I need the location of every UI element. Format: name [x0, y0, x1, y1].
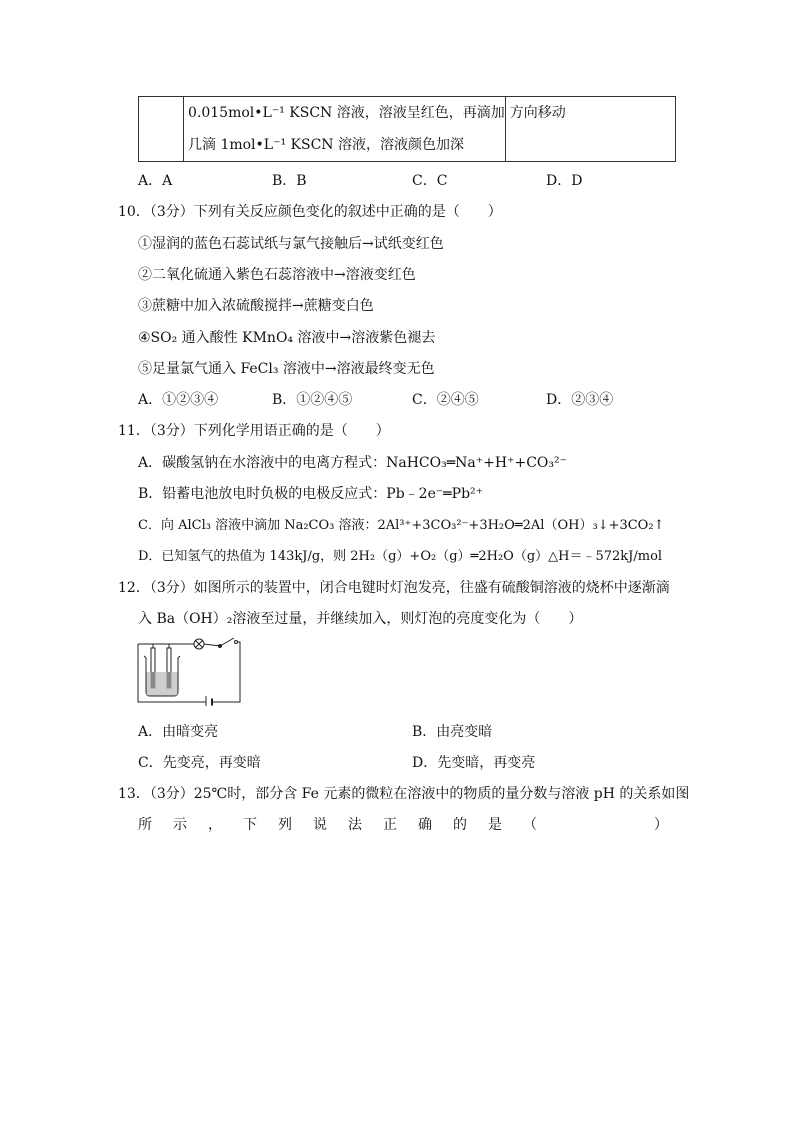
q12-option-d[interactable]: D．先变暗，再变亮 — [412, 755, 536, 771]
q12-option-a[interactable]: A．由暗变亮 — [138, 724, 219, 740]
q9-table-procedure-cell — [184, 97, 506, 162]
q10-item-3: ③蔗糖中加入浓硫酸搅拌→蔗糖变白色 — [138, 298, 374, 314]
q11-option-c[interactable]: C．向 AlCl₃ 溶液中滴加 Na₂CO₃ 溶液：2Al³⁺+3CO₃²⁻+3H₂O═2Al（OH）₃↓+3CO₂↑ — [138, 518, 665, 533]
wire-top-right — [204, 644, 220, 646]
q9-table-conclusion-cell — [505, 97, 675, 162]
q12-option-b[interactable]: B．由亮变暗 — [412, 724, 493, 740]
q10-option-b[interactable]: B．①②④⑤ — [272, 392, 353, 408]
q10-item-2: ②二氧化硫通入紫色石蕊溶液中→溶液变红色 — [138, 267, 416, 283]
switch-lever — [220, 638, 234, 646]
q9-option-c[interactable]: C．C — [412, 173, 448, 189]
q13-stem-line1: 13．（3分）25℃时，部分含 Fe 元素的微粒在溶液中的物质的量分数与溶液 pH 的关系如图 — [118, 786, 690, 802]
electrode-right-submerged — [167, 672, 171, 688]
q9-table-empty-cell — [139, 97, 184, 162]
q12-option-c[interactable]: C．先变亮，再变暗 — [138, 755, 261, 771]
q9-table-line2: 几滴 1mol•L⁻¹ KSCN 溶液，溶液颜色加深 — [188, 137, 465, 153]
q12-stem-line2: 入 Ba（OH）₂溶液至过量，并继续加入，则灯泡的亮度变化为（ ） — [138, 611, 583, 627]
q12-circuit-diagram — [136, 634, 244, 706]
q9-table-line1: 0.015mol•L⁻¹ KSCN 溶液，溶液呈红色，再滴加 — [188, 105, 505, 121]
q13-stem-line2: 所 示 ， 下 列 说 法 正 确 的 是 （ ） — [138, 817, 668, 833]
q12-stem-line1: 12．（3分）如图所示的装置中，闭合电键时灯泡发亮，往盛有硫酸铜溶液的烧杯中逐渐滴 — [118, 580, 670, 596]
q9-option-a[interactable]: A．A — [138, 173, 173, 189]
switch-contact — [235, 641, 238, 644]
q10-option-c[interactable]: C．②④⑤ — [412, 392, 479, 408]
q9-table-continuation — [138, 96, 676, 162]
q11-option-b[interactable]: B．铅蓄电池放电时负极的电极反应式：Pb﹣2e⁻═Pb²⁺ — [138, 486, 484, 502]
q10-item-1: ①湿润的蓝色石蕊试纸与氯气接触后→试纸变红色 — [138, 236, 444, 252]
q11-option-d[interactable]: D．已知氢气的热值为 143kJ/g，则 2H₂（g）+O₂（g）═2H₂O（g）△H＝﹣572kJ/mol — [138, 549, 663, 564]
q10-item-4: ④SO₂ 通入酸性 KMnO₄ 溶液中→溶液紫色褪去 — [138, 330, 436, 346]
wire-right — [218, 642, 240, 702]
q9-option-d[interactable]: D．D — [546, 173, 583, 189]
q10-item-5: ⑤足量氯气通入 FeCl₃ 溶液中→溶液最终变无色 — [138, 361, 435, 377]
q10-stem: 10．（3分）下列有关反应颜色变化的叙述中正确的是（ ） — [118, 204, 502, 220]
q11-option-a[interactable]: A．碳酸氢钠在水溶液中的电离方程式：NaHCO₃═Na⁺+H⁺+CO₃²⁻ — [138, 455, 567, 471]
electrode-left-submerged — [151, 672, 155, 688]
q9-table-right: 方向移动 — [509, 105, 566, 121]
q11-stem: 11．（3分）下列化学用语正确的是（ ） — [118, 423, 390, 439]
q10-option-a[interactable]: A．①②③④ — [138, 392, 219, 408]
q9-option-b[interactable]: B．B — [272, 173, 307, 189]
q10-option-d[interactable]: D．②③④ — [546, 392, 614, 408]
